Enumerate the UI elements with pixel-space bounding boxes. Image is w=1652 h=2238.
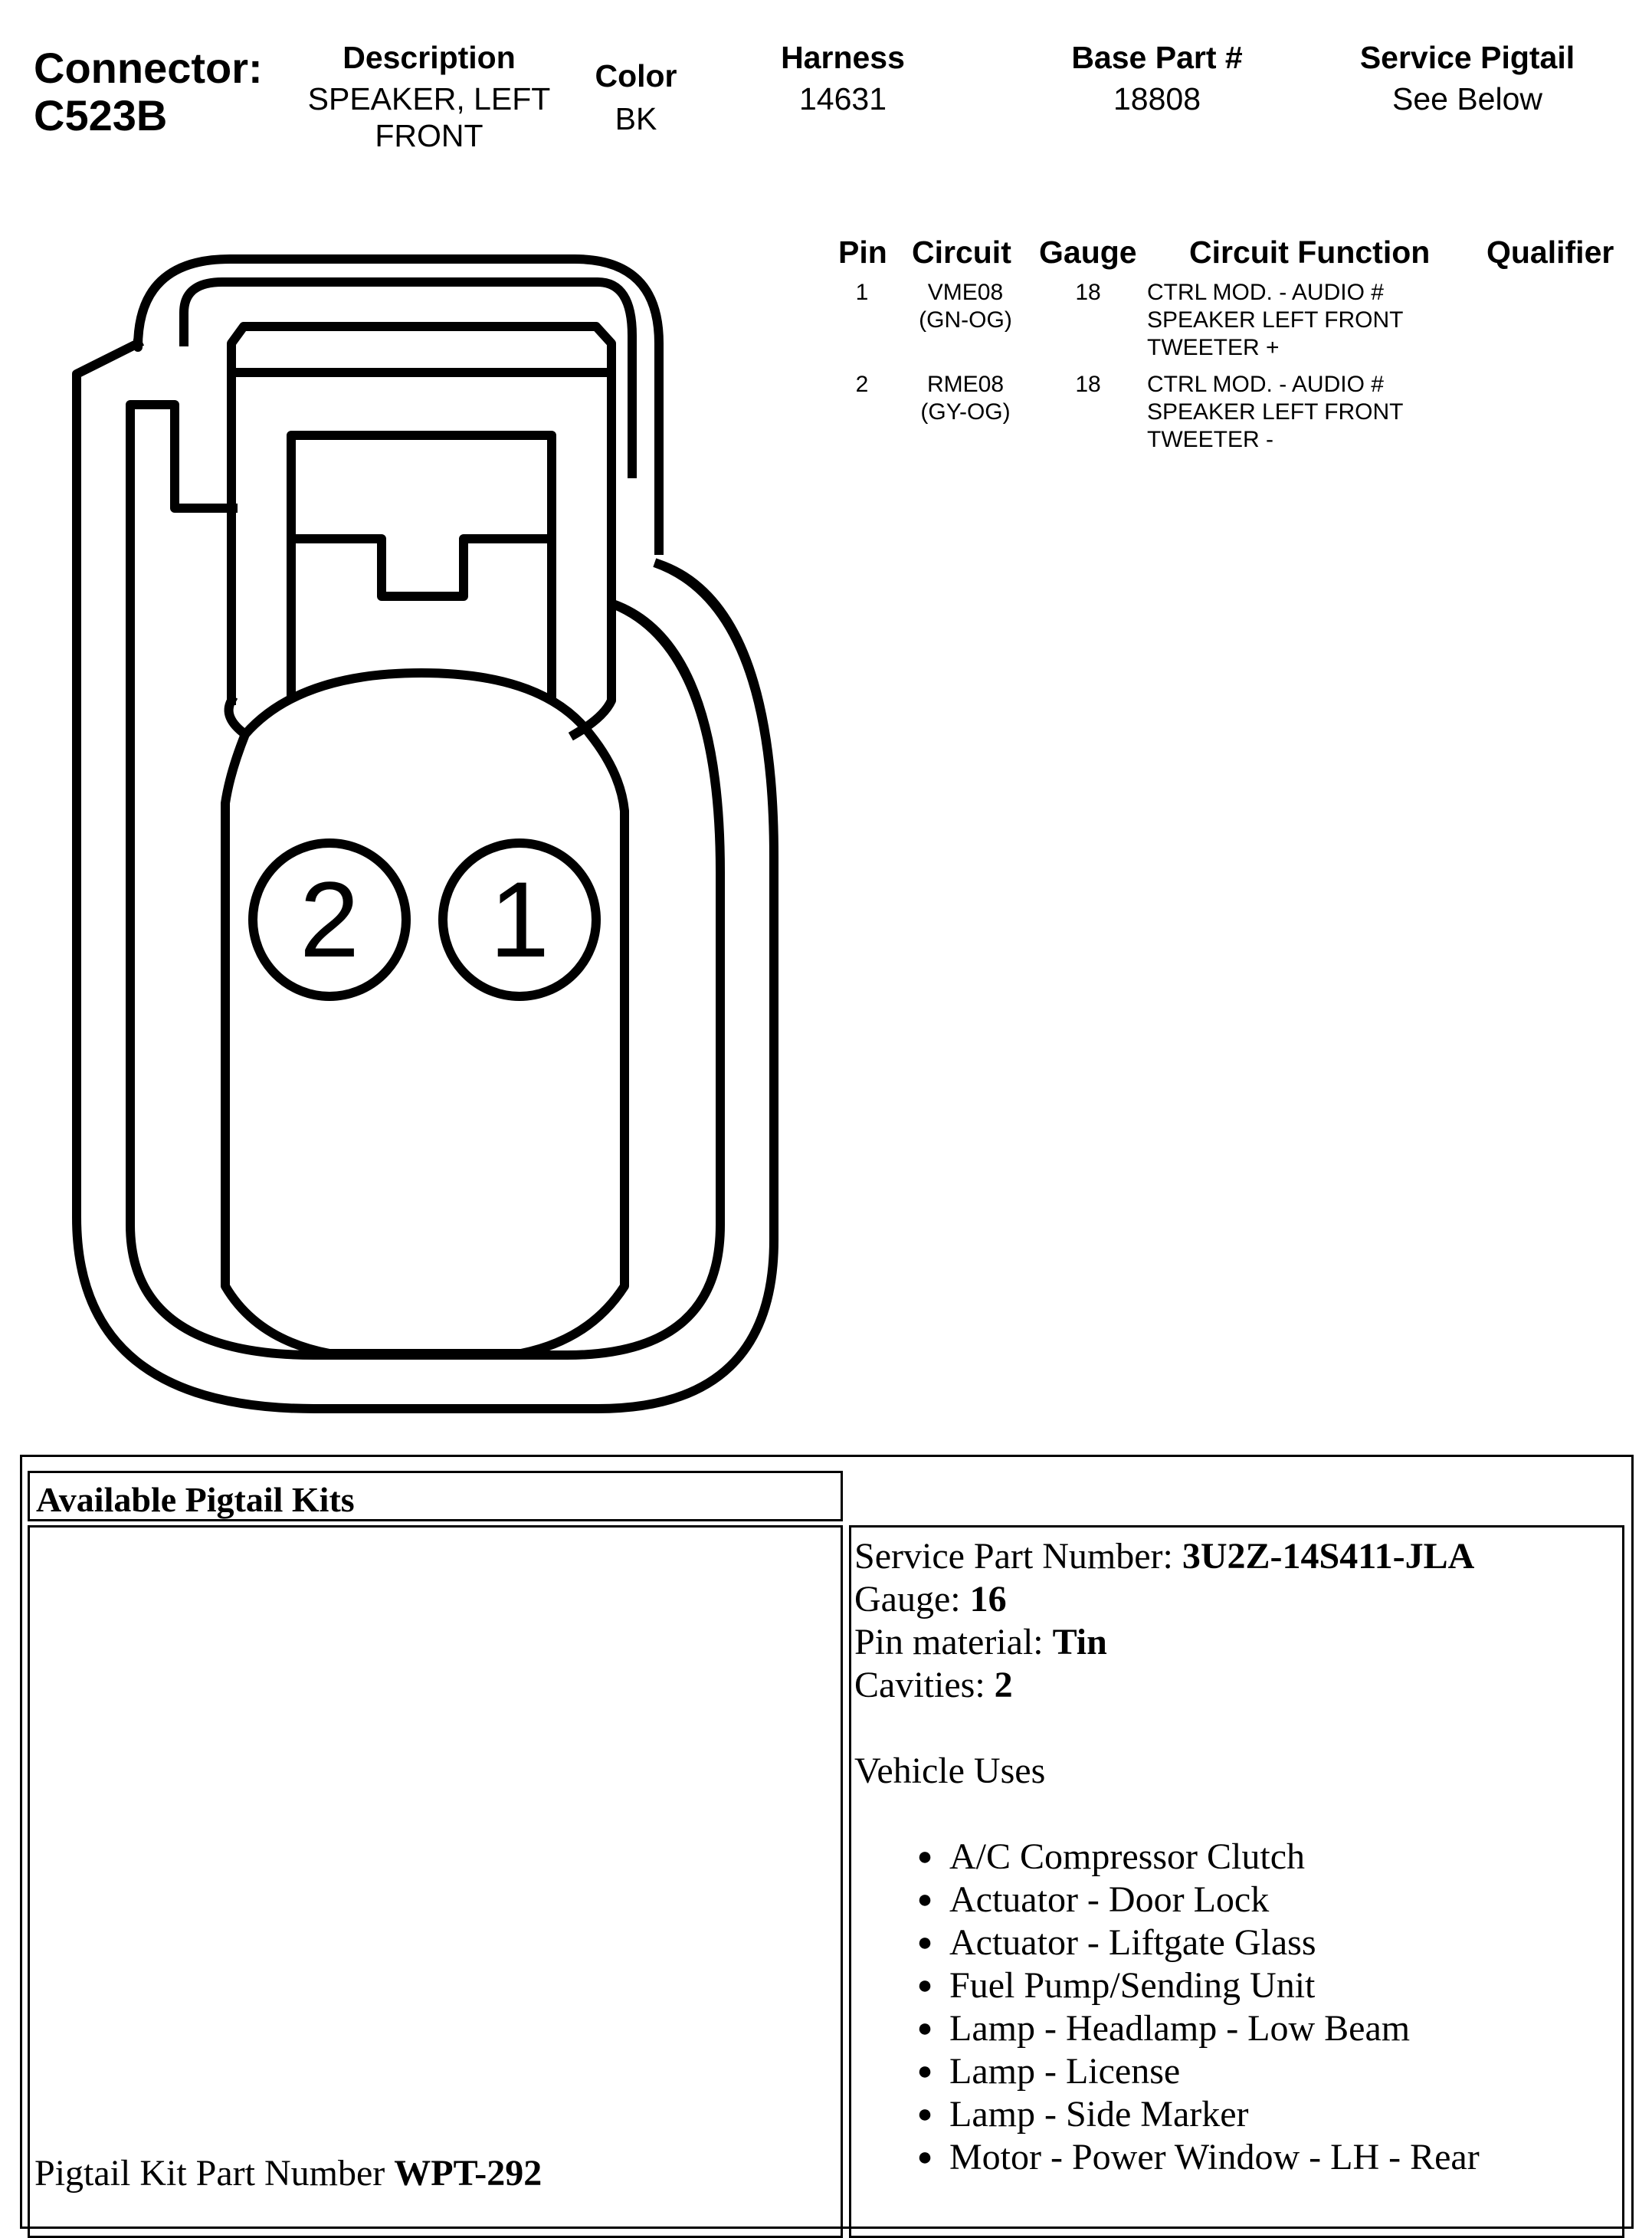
function-line: TWEETER + [1147,335,1280,360]
harness-column [736,40,950,117]
pin-header: Pin [838,235,887,270]
connector-label: Connector: [34,44,263,92]
housing-inner-body [130,405,720,1355]
description-value-line2: FRONT [375,118,483,153]
latch-hook [229,701,245,734]
bullet-icon: ● [916,2143,933,2171]
function-line: CTRL MOD. - AUDIO # [1147,372,1384,397]
circuit-color: (GN-OG) [919,307,1012,333]
pigtail-kit-specs [854,1535,1474,1793]
kit-cavities-value: 2 [994,1665,1013,1705]
pigtail-kit-part-number [34,2152,542,2195]
list-item: ● Actuator - Door Lock [910,1879,1480,1921]
latch-window-crossbar [291,539,552,596]
housing-outer-body [77,343,774,1409]
kit-pin-material: Pin material: Tin [854,1622,1107,1662]
list-item: ● Lamp - License [910,2050,1480,2093]
bullet-icon: ● [916,2057,933,2085]
vehicle-uses-list [910,1836,1480,2179]
bullet-icon: ● [916,1843,933,1871]
latch-window [291,435,552,696]
description-value-line1: SPEAKER, LEFT [307,81,551,116]
pigtail-kits-title-box [28,1471,843,1521]
kit-pin-material-value: Tin [1052,1622,1107,1662]
qualifier-header: Qualifier [1486,235,1614,270]
function-line: TWEETER - [1147,427,1273,452]
service-pigtail-column [1333,40,1601,117]
base-part-column [1042,40,1272,117]
circuit-name: RME08 [926,372,1005,397]
pigtail-kit-image-box [28,1525,843,2238]
vehicle-uses-label: Vehicle Uses [854,1751,1046,1791]
service-pigtail-label: Service Pigtail [1359,40,1575,75]
circuit-header: Circuit [912,235,1011,270]
service-part-value: 3U2Z-14S411-JLA [1182,1536,1475,1577]
list-item: ● A/C Compressor Clutch [910,1836,1480,1879]
harness-value: 14631 [798,81,887,116]
color-value: BK [615,101,657,136]
pigtail-kit-part-label: Pigtail Kit Part Number [34,2153,395,2194]
circuit-name: VME08 [927,280,1004,305]
connector-title [34,44,263,139]
function-line: CTRL MOD. - AUDIO # [1147,280,1384,305]
list-item: ● Lamp - Headlamp - Low Beam [910,2007,1480,2050]
list-item: ● Lamp - Side Marker [910,2093,1480,2136]
gauge-header: Gauge [1039,235,1137,270]
connector-face-diagram [61,244,797,1424]
terminal-body [225,673,624,1354]
list-item: ● Actuator - Liftgate Glass [910,1921,1480,1964]
gauge-value: 18 [1075,372,1101,397]
bullet-icon: ● [916,1928,933,1957]
pigtail-kit-details-box [849,1525,1624,2238]
bullet-icon: ● [916,2014,933,2043]
description-column [291,40,567,154]
bullet-icon: ● [916,1885,933,1914]
pigtail-kits-title: Available Pigtail Kits [36,1480,355,1519]
harness-label: Harness [781,40,905,75]
pigtail-kit-part-value: WPT-292 [394,2153,542,2194]
connector-id: C523B [34,91,168,139]
circuit-color: (GY-OG) [920,399,1011,425]
base-part-label: Base Part # [1071,40,1243,75]
bullet-icon: ● [916,2100,933,2128]
function-line: SPEAKER LEFT FRONT [1147,307,1404,333]
list-item: ● Fuel Pump/Sending Unit [910,1964,1480,2007]
housing-inner-top [184,282,632,474]
function-line: SPEAKER LEFT FRONT [1147,399,1404,425]
base-part-value: 18808 [1113,81,1201,116]
color-column [575,58,697,137]
kit-gauge: Gauge: 16 [854,1579,1007,1619]
description-label: Description [343,40,516,75]
pin-1-label: 1 [490,859,549,980]
kit-gauge-value: 16 [969,1579,1007,1619]
pin-2-label: 2 [300,859,359,980]
list-item: ● Motor - Power Window - LH - Rear [910,2136,1480,2179]
pin-number: 1 [855,280,869,305]
gauge-value: 18 [1075,280,1101,305]
color-label: Color [595,58,677,94]
service-pigtail-value: See Below [1391,81,1542,116]
service-part-number: Service Part Number: 3U2Z-14S411-JLA [854,1536,1475,1577]
kit-cavities: Cavities: 2 [854,1665,1013,1705]
circuit-function-header: Circuit Function [1189,235,1431,270]
bullet-icon: ● [916,1971,933,2000]
pin-number: 2 [855,372,869,397]
